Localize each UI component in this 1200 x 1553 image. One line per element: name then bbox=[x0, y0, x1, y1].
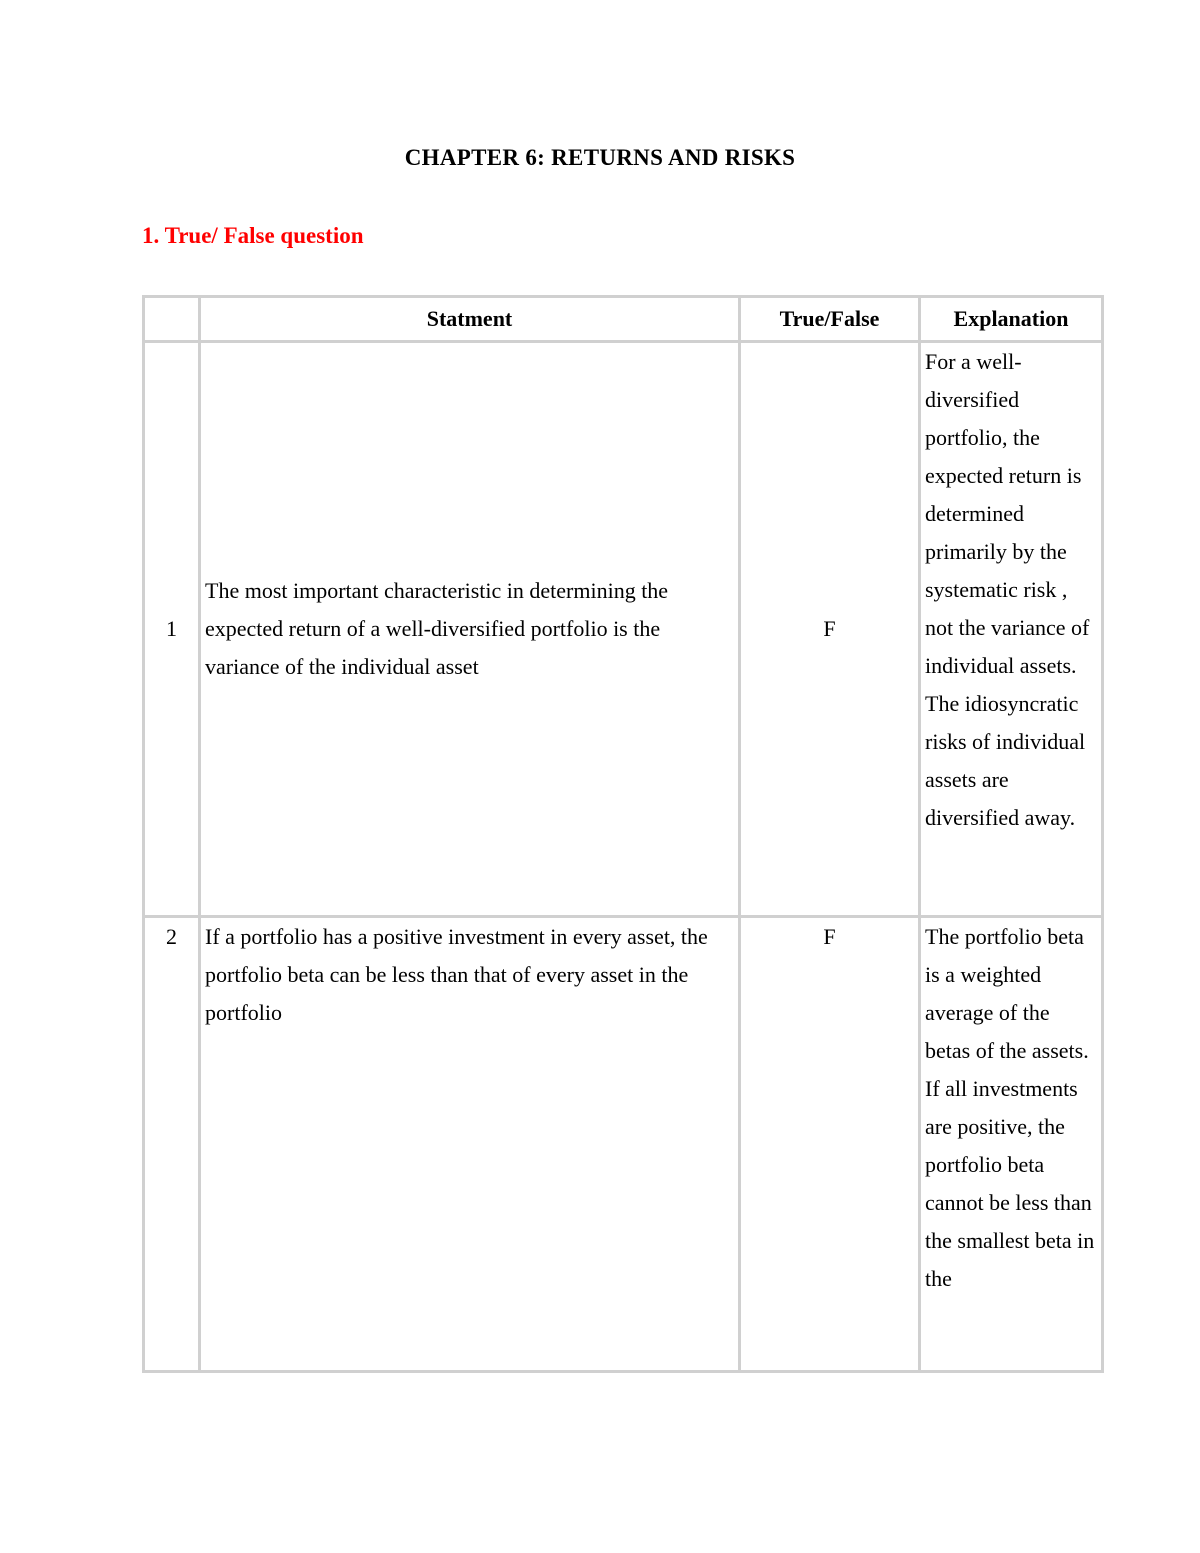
table-row bbox=[144, 342, 1103, 917]
row-statement: If a portfolio has a positive investment in every asset, the portfolio beta can be less than that of every asset in the portfolio bbox=[200, 917, 740, 1372]
header-statement: Statment bbox=[200, 297, 740, 342]
row-explanation: The portfolio beta is a weighted average of the betas of the assets. If all investments are positive, the portfolio beta cannot be less than the smallest beta in the bbox=[920, 917, 1103, 1372]
row-explanation: For a well-diversified portfolio, the expected return is determined primarily by the systematic risk , not the variance of individual assets. The idiosyncratic risks of individual assets are diversified away. bbox=[920, 342, 1103, 917]
row-statement: The most important characteristic in determining the expected return of a well-diversified portfolio is the variance of the individual asset bbox=[200, 342, 740, 917]
header-number bbox=[144, 297, 200, 342]
page-title: CHAPTER 6: RETURNS AND RISKS bbox=[404, 145, 796, 170]
section-heading: 1. True/ False question bbox=[142, 223, 364, 248]
row-number: 2 bbox=[144, 917, 200, 1372]
row-number: 1 bbox=[144, 342, 200, 917]
header-explanation: Explanation bbox=[920, 297, 1103, 342]
table-row bbox=[144, 917, 1103, 1372]
table-header-row bbox=[144, 297, 1103, 342]
row-true-false: F bbox=[740, 342, 920, 917]
header-true-false: True/False bbox=[740, 297, 920, 342]
true-false-table bbox=[142, 295, 1104, 1373]
row-true-false: F bbox=[740, 917, 920, 1372]
